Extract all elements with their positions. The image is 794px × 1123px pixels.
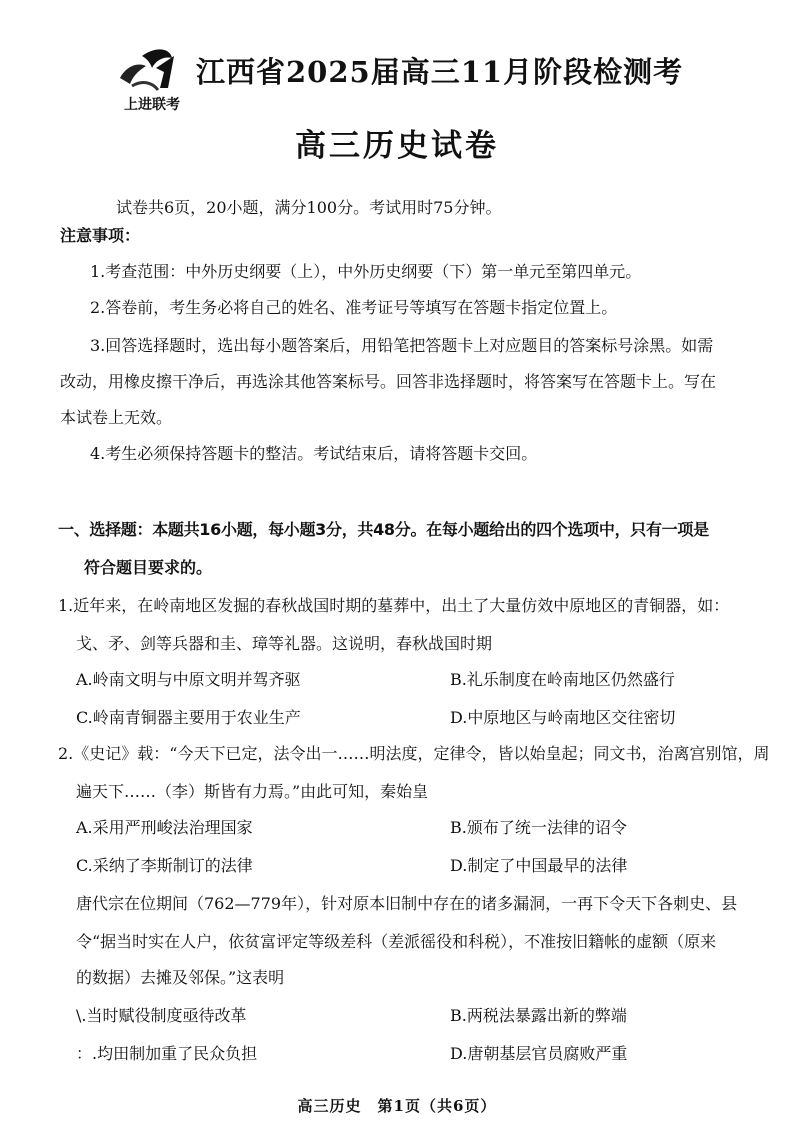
paper-title: 高三历史试卷 — [295, 128, 499, 164]
section-heading-continued: 符合题目要求的。 — [84, 558, 213, 577]
note-item: 4.考生必须保持答题卡的整洁。考试结束后，请将答题卡交回。 — [90, 444, 538, 463]
option-a: A.采用严刑峻法治理国家 — [76, 818, 253, 837]
option-c: ：.均田制加重了民众负担 — [76, 1044, 258, 1063]
logo-graphic-icon — [112, 44, 192, 96]
option-b: B.颁布了统一法律的诏令 — [450, 818, 627, 837]
note-item: 3.回答选择题时，选出每小题答案后，用铅笔把答题卡上对应题目的答案标号涂黑。如需 — [90, 336, 714, 355]
page-footer: 高三历史 第1页（共6页） — [297, 1097, 497, 1115]
option-c: C.采纳了李斯制订的法律 — [76, 856, 253, 875]
exam-intro: 试卷共6页，20小题，满分100分。考试用时75分钟。 — [116, 198, 502, 217]
option-b: B.两税法暴露出新的弊端 — [450, 1006, 627, 1025]
note-item-continued: 本试卷上无效。 — [60, 408, 173, 427]
option-a: \.当时赋役制度亟待改革 — [76, 1006, 247, 1025]
question-stem: 唐代宗在位期间（762—779年），针对原本旧制中存在的诸多漏洞，一再下令天下各刺史、县 — [76, 894, 738, 913]
option-d: D.唐朝基层官员腐败严重 — [450, 1044, 628, 1063]
question-stem: 遍天下……（李）斯皆有力焉。”由此可知，秦始皇 — [76, 782, 429, 801]
section-heading: 一、选择题：本题共16小题，每小题3分，共48分。在每小题给出的四个选项中，只有一项是 — [58, 520, 709, 539]
question-stem: 令“据当时实在人户，依贫富评定等级差科（差派徭役和科税），不准按旧籍帐的虚额（原来 — [76, 932, 717, 951]
question-stem: 1.近年来，在岭南地区发掘的春秋战国时期的墓葬中，出土了大量仿效中原地区的青铜器，如： — [58, 596, 730, 615]
option-d: D.中原地区与岭南地区交往密切 — [450, 708, 676, 727]
logo-text: 上进联考 — [124, 97, 180, 113]
question-stem: 的数据）去摊及邻保。”这表明 — [76, 968, 285, 987]
option-d: D.制定了中国最早的法律 — [450, 856, 628, 875]
option-c: C.岭南青铜器主要用于农业生产 — [76, 708, 301, 727]
note-item: 1.考查范围：中外历史纲要（上），中外历史纲要（下）第一单元至第四单元。 — [90, 262, 642, 281]
note-item-continued: 改动，用橡皮擦干净后，再选涂其他答案标号。回答非选择题时，将答案写在答题卡上。写在 — [60, 372, 717, 391]
exam-title: 江西省2025届高三11月阶段检测考 — [196, 55, 684, 89]
note-item: 2.答卷前，考生务必将自己的姓名、准考证号等填写在答题卡指定位置上。 — [90, 298, 618, 317]
option-b: B.礼乐制度在岭南地区仍然盛行 — [450, 670, 675, 689]
question-stem: 戈、矛、剑等兵器和圭、璋等礼器。这说明，春秋战国时期 — [76, 634, 493, 653]
option-a: A.岭南文明与中原文明并驾齐驱 — [76, 670, 301, 689]
exam-logo — [112, 44, 192, 116]
question-stem: 2.《史记》载：“今天下已定，法令出一……明法度，定律令，皆以始皇起；同文书，治离宫别馆，周 — [58, 744, 770, 763]
notes-heading: 注意事项： — [60, 226, 141, 245]
